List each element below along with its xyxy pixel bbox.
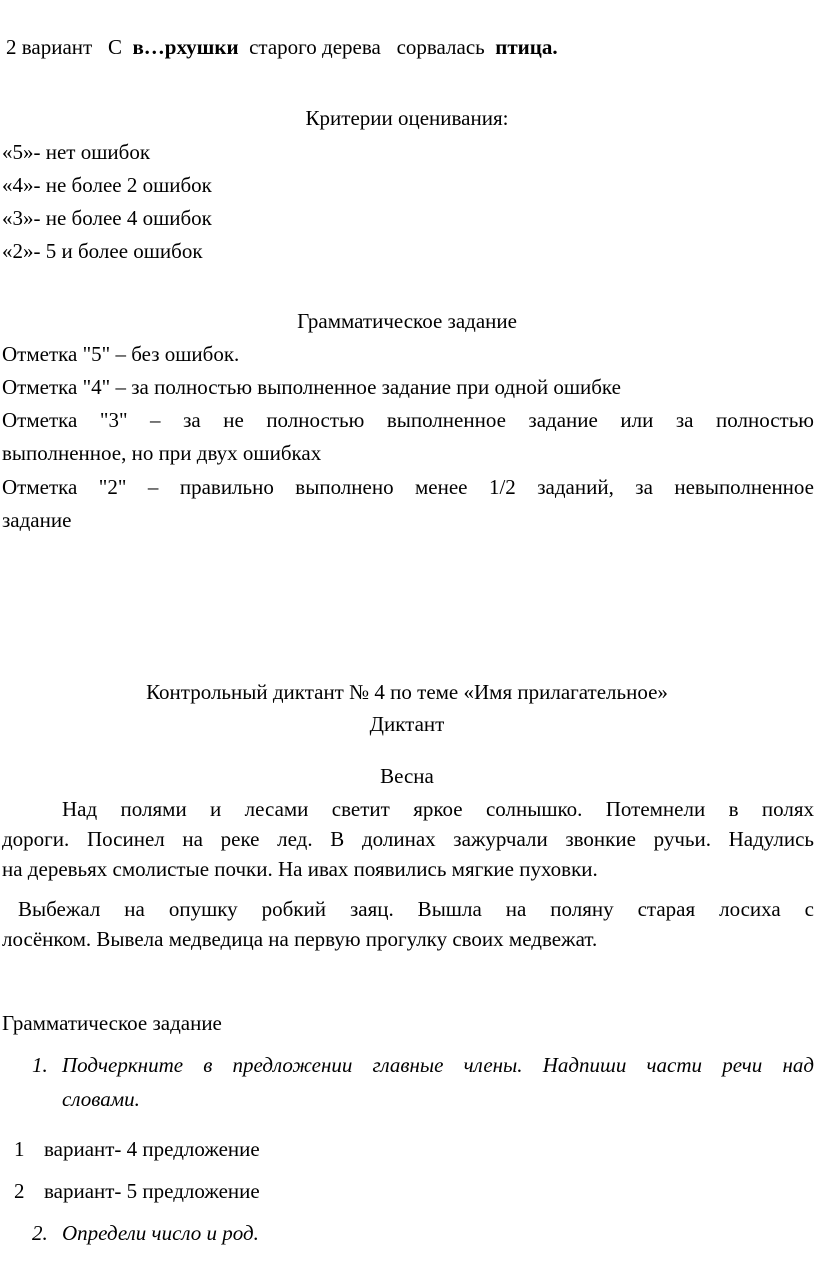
paragraph-1-line-1: Над полями и лесами светит яркое солнышко. Потемнели в полях	[62, 797, 814, 821]
dictation-subtitle: Диктант	[369, 712, 445, 736]
variant-2-number: 2	[14, 1179, 25, 1203]
variant-2-text: вариант- 5 предложение	[44, 1179, 260, 1203]
paragraph-2-line-1: Выбежал на опушку робкий заяц. Вышла на поляну старая лосиха с	[18, 897, 814, 921]
criteria-heading: Критерии оценивания:	[305, 106, 509, 130]
bold-end: птица.	[495, 35, 558, 59]
criteria-item-2: «2»- 5 и более ошибок	[2, 239, 203, 263]
task-1-line-1: Подчеркните в предложении главные члены. Надпиши части речи над	[62, 1053, 814, 1077]
paragraph-1-line-2: дороги. Посинел на реке лед. В долинах зажурчали звонкие ручьи. Надулись	[2, 827, 814, 851]
paragraph-1-line-3: на деревьях смолистые почки. На ивах появились мягкие пуховки.	[2, 857, 598, 881]
mark-4: Отметка "4" – за полностью выполненное задание при одной ошибке	[2, 375, 621, 399]
phrase-part-2: сорвалась	[396, 35, 485, 59]
mark-5: Отметка "5" – без ошибок.	[2, 342, 240, 366]
letter-c: С	[107, 35, 122, 59]
variant-label: 2 вариант	[6, 35, 93, 59]
variant-1-text: вариант- 4 предложение	[44, 1137, 260, 1161]
dictation-title: Контрольный диктант № 4 по теме «Имя прилагательное»	[146, 680, 668, 704]
grammar-heading: Грамматическое задание	[297, 309, 517, 333]
bold-word: в…рхушки	[132, 35, 239, 59]
mark-2-line-1: Отметка "2" – правильно выполнено менее 1/2 заданий, за невыполненное	[2, 475, 814, 499]
task-1-line-2: словами.	[62, 1087, 140, 1111]
mark-3-line-1: Отметка "3" – за не полностью выполненное задание или за полностью	[2, 408, 814, 432]
mark-3-line-2: выполненное, но при двух ошибках	[2, 441, 322, 465]
phrase-part-1: старого дерева	[249, 35, 381, 59]
criteria-item-4: «4»- не более 2 ошибок	[2, 173, 212, 197]
criteria-item-5: «5»- нет ошибок	[2, 140, 151, 164]
mark-2-line-2: задание	[2, 508, 72, 532]
criteria-item-3: «3»- не более 4 ошибок	[2, 206, 212, 230]
dictation-name: Весна	[380, 764, 434, 788]
task-2-text: Определи число и род.	[62, 1221, 259, 1245]
task-1-number: 1.	[32, 1053, 48, 1077]
paragraph-2-line-2: лосёнком. Вывела медведица на первую прогулку своих медвежат.	[2, 927, 598, 951]
variant-1-number: 1	[14, 1137, 25, 1161]
tasks-heading: Грамматическое задание	[2, 1011, 222, 1035]
task-2-number: 2.	[32, 1221, 48, 1245]
variant-line	[6, 34, 558, 60]
